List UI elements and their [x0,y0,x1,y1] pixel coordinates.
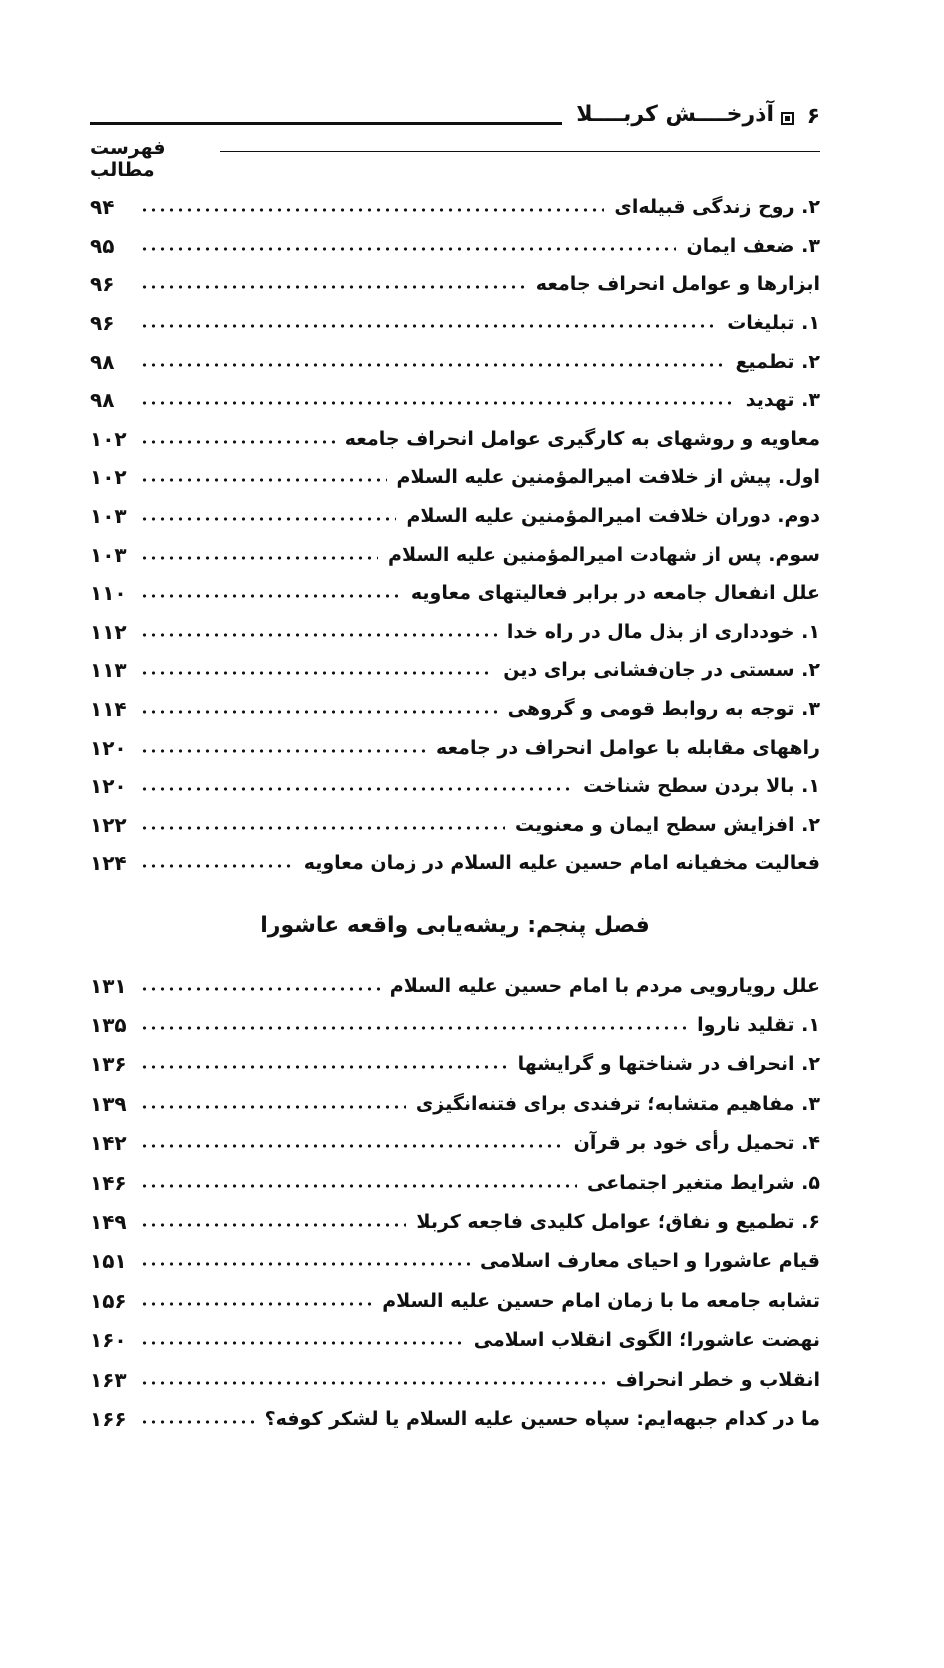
dot-leader [140,438,335,446]
toc-entry-title: راههای مقابله با عوامل انحراف در جامعه [435,736,820,759]
toc-entry-title: معاویه و روشهای به کارگیری عوامل انحراف جامعه [344,427,820,450]
dot-leader [140,476,387,484]
toc-entry-page: ۱۳۵ [90,1013,127,1038]
toc-entry-page: ۱۵۱ [90,1249,127,1274]
toc-entry[interactable] [90,844,820,883]
toc-entry[interactable] [90,497,820,536]
header-rule [90,122,562,125]
toc-entry[interactable] [90,265,820,304]
dot-leader [140,708,498,716]
dot-leader [140,1142,564,1150]
toc-entry-title: ۳. توجه به روابط قومی و گروهی [507,698,820,721]
dot-leader [140,1339,464,1347]
toc-entry-page: ۱۴۹ [90,1210,127,1235]
toc-entry-title: ۳. مفاهیم متشابه؛ ترفندی برای فتنه‌انگیزی [415,1092,820,1115]
toc-entry-page: ۹۶ [90,272,115,297]
toc-entry[interactable] [90,1242,820,1281]
toc-entry-page: ۱۳۶ [90,1052,127,1077]
toc-entry-title: قیام عاشورا و احیای معارف اسلامی [479,1250,820,1273]
toc-entry[interactable] [90,728,820,767]
dot-leader [140,515,396,523]
toc-entry-title: ۱. خودداری از بذل مال در راه خدا [506,620,820,643]
toc-entry[interactable] [90,1321,820,1360]
toc-entry[interactable] [90,651,820,690]
toc-entry-page: ۱۲۰ [90,735,127,760]
dot-leader [140,283,526,291]
toc-entry[interactable] [90,1045,820,1084]
toc-entry-page: ۱۴۲ [90,1131,127,1156]
toc-entry[interactable] [90,1124,820,1163]
toc-entry[interactable] [90,381,820,420]
section-rule [220,151,820,152]
toc-entry-title: ابزارها و عوامل انحراف جامعه [535,273,820,296]
toc-entry-title: ما در کدام جبهه‌ایم: سپاه حسین علیه السلام یا لشکر کوفه؟ [264,1407,820,1430]
chapter-heading: فصل پنجم: ریشه‌یابی واقعه عاشورا [260,913,650,938]
dot-leader [140,592,401,600]
toc-entry-title: ۶. تطمیع و نفاق؛ عوامل کلیدی فاجعه کربلا [416,1211,820,1234]
toc-list-part1 [90,188,820,883]
toc-entry[interactable] [90,966,820,1005]
toc-entry-page: ۹۵ [90,233,115,258]
toc-entry-page: ۱۲۴ [90,851,127,876]
toc-list-part2 [90,966,820,1439]
dot-leader [140,206,604,214]
toc-entry-title: ۲. انحراف در شناختها و گرایشها [517,1053,820,1076]
toc-entry-page: ۱۶۶ [90,1406,127,1431]
toc-entry[interactable] [90,420,820,459]
dot-leader [140,554,378,562]
toc-entry[interactable] [90,535,820,574]
toc-entry-page: ۹۸ [90,388,115,413]
page-number: ۶ [806,104,820,129]
dot-leader [140,322,717,330]
toc-entry-page: ۱۶۳ [90,1367,127,1392]
toc-entry-page: ۱۲۲ [90,812,127,837]
toc-entry[interactable] [90,690,820,729]
dot-leader [140,1024,687,1032]
toc-entry[interactable] [90,227,820,266]
toc-entry-page: ۱۲۰ [90,774,127,799]
dot-leader [140,1221,406,1229]
toc-entry[interactable] [90,806,820,845]
toc-entry-page: ۹۶ [90,311,115,336]
toc-entry-title: ۱. تقلید ناروا [697,1014,820,1037]
toc-entry-title: دوم. دوران خلافت امیرالمؤمنین علیه السلام [406,505,820,528]
dot-leader [140,1418,255,1426]
square-ornament-icon [781,112,794,125]
dot-leader [140,985,380,993]
dot-leader [140,785,573,793]
toc-entry-page: ۱۵۶ [90,1288,127,1313]
dot-leader [140,1182,577,1190]
toc-entry[interactable] [90,188,820,227]
toc-entry-title: فعالیت مخفیانه امام حسین علیه السلام در زمان معاویه [303,852,820,875]
dot-leader [140,1300,372,1308]
dot-leader [140,862,294,870]
toc-entry-title: ۴. تحمیل رأی خود بر قرآن [573,1132,820,1155]
toc-entry[interactable] [90,1202,820,1241]
toc-entry-page: ۱۱۰ [90,581,127,606]
toc-entry-page: ۱۴۶ [90,1170,127,1195]
page-header [90,100,820,181]
toc-entry-title: انقلاب و خطر انحراف [615,1368,820,1391]
toc-entry-page: ۱۰۲ [90,465,127,490]
dot-leader [140,669,493,677]
toc-entry-page: ۱۰۲ [90,426,127,451]
toc-entry[interactable] [90,1399,820,1438]
toc-entry[interactable] [90,1005,820,1044]
dot-leader [140,631,497,639]
dot-leader [140,1103,406,1111]
toc-entry-title: تشابه جامعه ما با زمان امام حسین علیه السلام [382,1289,820,1312]
book-title: آذرخــــش کربــــلا [576,102,774,127]
toc-entry[interactable] [90,574,820,613]
toc-entry[interactable] [90,1163,820,1202]
dot-leader [140,361,725,369]
toc-entry-page: ۱۱۲ [90,619,127,644]
toc-entry-page: ۹۴ [90,195,115,220]
toc-entry-title: علل رویارویی مردم با امام حسین علیه السلام [389,974,820,997]
toc-entry-page: ۱۶۰ [90,1328,127,1353]
toc-entry[interactable] [90,1281,820,1320]
toc-entry-title: نهضت عاشورا؛ الگوی انقلاب اسلامی [473,1329,820,1352]
toc-entry[interactable] [90,613,820,652]
toc-entry[interactable] [90,767,820,806]
toc-entry-title: ۲. تطمیع [735,350,820,373]
toc-entry-page: ۱۳۱ [90,973,127,998]
dot-leader [140,1063,508,1071]
toc-entry[interactable] [90,304,820,343]
dot-leader [140,1260,470,1268]
toc-entry-title: ۱. بالا بردن سطح شناخت [583,775,820,798]
toc-entry-title: ۲. سستی در جان‌فشانی برای دین [503,659,820,682]
toc-entry-title: ۲. افزایش سطح ایمان و معنویت [514,813,820,836]
dot-leader [140,1379,606,1387]
toc-entry-page: ۱۰۳ [90,504,127,529]
dot-leader [140,747,426,755]
dot-leader [140,245,676,253]
toc-entry-page: ۱۱۳ [90,658,127,683]
toc-entry-page: ۱۱۴ [90,697,127,722]
toc-entry[interactable] [90,342,820,381]
toc-entry[interactable] [90,458,820,497]
toc-entry-title: علل انفعال جامعه در برابر فعالیتهای معاویه [410,582,820,605]
toc-entry-title: ۳. تهدید [745,389,820,412]
dot-leader [140,399,736,407]
toc-entry-page: ۹۸ [90,349,115,374]
section-title: فهرست مطالب [90,137,166,181]
toc-entry[interactable] [90,1084,820,1123]
toc-entry-title: اول. پیش از خلافت امیرالمؤمنین علیه السلام [396,466,820,489]
toc-entry-title: ۱. تبلیغات [727,312,820,335]
toc-entry-title: ۵. شرایط متغیر اجتماعی [586,1171,820,1194]
toc-entry[interactable] [90,1360,820,1399]
toc-entry-title: ۳. ضعف ایمان [686,234,820,257]
toc-entry-title: ۲. روح زندگی قبیله‌ای [614,196,820,219]
toc-entry-page: ۱۰۳ [90,542,127,567]
toc-entry-page: ۱۳۹ [90,1091,127,1116]
dot-leader [140,824,505,832]
toc-entry-title: سوم. پس از شهادت امیرالمؤمنین علیه السلام [388,543,820,566]
